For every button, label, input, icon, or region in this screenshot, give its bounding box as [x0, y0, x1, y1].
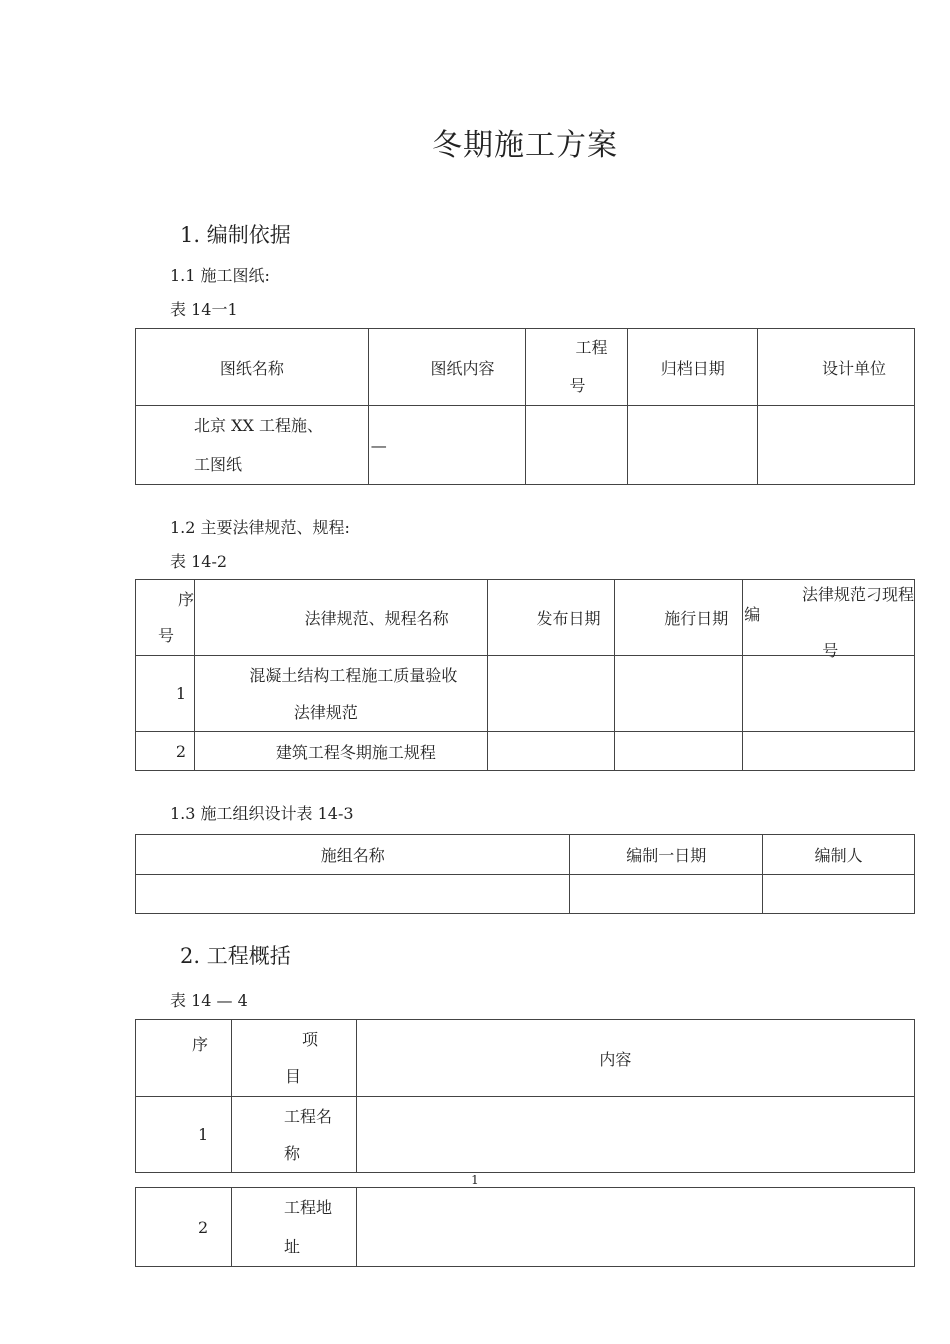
row2-content: [356, 1188, 914, 1267]
table-14-2-caption: 表 14-2: [170, 552, 228, 571]
header-plan-name: 施组名称: [136, 835, 570, 875]
cell-compiler: [763, 875, 915, 914]
header-compiler: 编制人: [763, 835, 915, 875]
cell-project-no: [525, 406, 628, 485]
row1-item-line2: 称: [283, 1143, 300, 1163]
table-14-1: [135, 328, 915, 485]
row2-item-line1: 工程地: [283, 1198, 332, 1217]
row2-seq-4: 2: [136, 1188, 232, 1267]
header-project-no-line2: 号: [569, 376, 586, 395]
header-item: [231, 1020, 356, 1097]
section-2-heading: 2. 工程概括: [180, 944, 291, 968]
cell-drawing-name-line1: 北京 XX 工程施、: [194, 416, 323, 435]
header-project-no: [525, 329, 628, 406]
cell-archive-date: [628, 406, 758, 485]
cell-drawing-content: [368, 406, 525, 485]
subsection-1-1: 1.1 施工图纸:: [170, 266, 270, 285]
subsection-1-3: 1.3 施工组织设计表 14-3: [170, 804, 354, 823]
header-standard-name: 法律规范、规程名称: [195, 580, 488, 656]
header-item-line2: 目: [284, 1067, 301, 1086]
row2-standard-name: 建筑工程冬期施工规程: [195, 732, 488, 771]
row1-publish-date: [487, 656, 615, 732]
header-item-line1: 项: [301, 1030, 318, 1049]
cell-drawing-name: [136, 406, 369, 485]
table-14-4-continued: [135, 1187, 915, 1267]
header-seq-4: 序: [136, 1020, 232, 1097]
header-project-no-line1: 工程: [575, 338, 608, 357]
cell-drawing-name-line2: 工图纸: [194, 455, 243, 474]
table-14-4-caption: 表 14 — 4: [170, 991, 248, 1010]
header-archive-date: 归档日期: [628, 329, 758, 406]
page-title: 冬期施工方案: [432, 128, 618, 163]
header-standard-no-line1: 法律规范刁现程: [801, 585, 914, 604]
header-publish-date: 发布日期: [487, 580, 615, 656]
row2-effective-date: [615, 732, 743, 771]
cell-drawing-content-dash: —: [370, 436, 387, 455]
row2-item-line2: 址: [283, 1237, 300, 1256]
row2-standard-no: [743, 732, 915, 771]
header-seq: [136, 580, 195, 656]
row1-standard-name-line1: 混凝土结构工程施工质量验收: [249, 665, 458, 685]
header-content: 内容: [356, 1020, 914, 1097]
table-14-2: [135, 579, 915, 771]
header-drawing-name: 图纸名称: [136, 329, 369, 406]
header-design-unit: 设计单位: [758, 329, 915, 406]
row1-item: [231, 1097, 356, 1173]
header-compile-date: 编制一日期: [570, 835, 763, 875]
table-14-3: [135, 834, 915, 914]
header-effective-date: 施行日期: [615, 580, 743, 656]
row1-seq-4: 1: [136, 1097, 232, 1173]
table-14-4: [135, 1019, 915, 1173]
section-1-heading: 1. 编制依据: [180, 223, 291, 247]
row1-standard-name-line2: 法律规范: [293, 702, 358, 722]
header-standard-no-line3: 号: [822, 641, 839, 660]
row2-publish-date: [487, 732, 615, 771]
header-seq-line1: 序: [178, 589, 195, 609]
cell-compile-date: [570, 875, 763, 914]
subsection-1-2: 1.2 主要法律规范、规程:: [170, 518, 350, 537]
header-drawing-content: 图纸内容: [368, 329, 525, 406]
cell-plan-name: [136, 875, 570, 914]
row2-item: [231, 1188, 356, 1267]
table-14-1-caption: 表 14一1: [170, 300, 238, 319]
header-seq-line2: 号: [158, 625, 175, 645]
header-standard-no-line2: 编: [744, 605, 761, 624]
cell-design-unit: [758, 406, 915, 485]
row1-content: [356, 1097, 914, 1173]
header-standard-no: [743, 580, 915, 660]
row1-item-line1: 工程名: [283, 1106, 332, 1126]
row2-seq: 2: [136, 732, 195, 771]
row1-seq: 1: [136, 656, 195, 732]
row1-standard-name: [195, 656, 488, 732]
row1-effective-date: [615, 656, 743, 732]
page-number: 1: [471, 1173, 479, 1187]
row1-standard-no: [743, 656, 915, 732]
